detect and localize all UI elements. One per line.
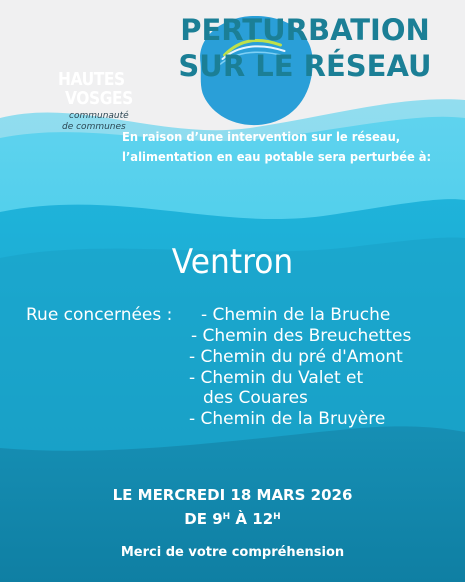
street-item-valet: - Chemin du Valet et <box>189 368 364 388</box>
town-name: Ventron <box>171 242 294 282</box>
street-item-bruyere: - Chemin de la Bruyère <box>189 409 386 429</box>
thanks-message: Merci de votre compréhension <box>120 545 345 560</box>
time-separator-end: À 12 <box>230 510 274 528</box>
streets-label: Rue concernées : <box>26 305 173 325</box>
time-start: DE 9 <box>184 510 223 528</box>
logo-word-vosges: VOSGES <box>65 88 133 109</box>
time-range-line <box>0 510 465 528</box>
logo-word-hautes: HAUTES <box>58 69 125 90</box>
street-item-breuchettes: - Chemin des Breuchettes <box>191 326 412 346</box>
intro-text-line-1: En raison d’une intervention sur le réseau, <box>122 129 401 144</box>
intro-text-line-2: l’alimentation en eau potable sera perturbée à: <box>122 149 432 164</box>
hautes-vosges-logo <box>20 11 148 132</box>
street-item-pre-amont: - Chemin du pré d'Amont <box>189 347 403 367</box>
logo-word-de-communes: de communes <box>62 122 126 132</box>
page-title-line-1: PERTURBATION <box>180 13 430 47</box>
street-item-bruche: - Chemin de la Bruche <box>201 305 391 325</box>
page-title-line-2: SUR LE RÉSEAU <box>178 49 432 83</box>
logo-word-communaute: communauté <box>69 111 129 121</box>
street-item-couares: des Couares <box>203 388 308 408</box>
time-start-unit: H <box>222 512 231 522</box>
date-line: LE MERCREDI 18 MARS 2026 <box>112 486 353 504</box>
time-end-unit: H <box>273 512 281 522</box>
